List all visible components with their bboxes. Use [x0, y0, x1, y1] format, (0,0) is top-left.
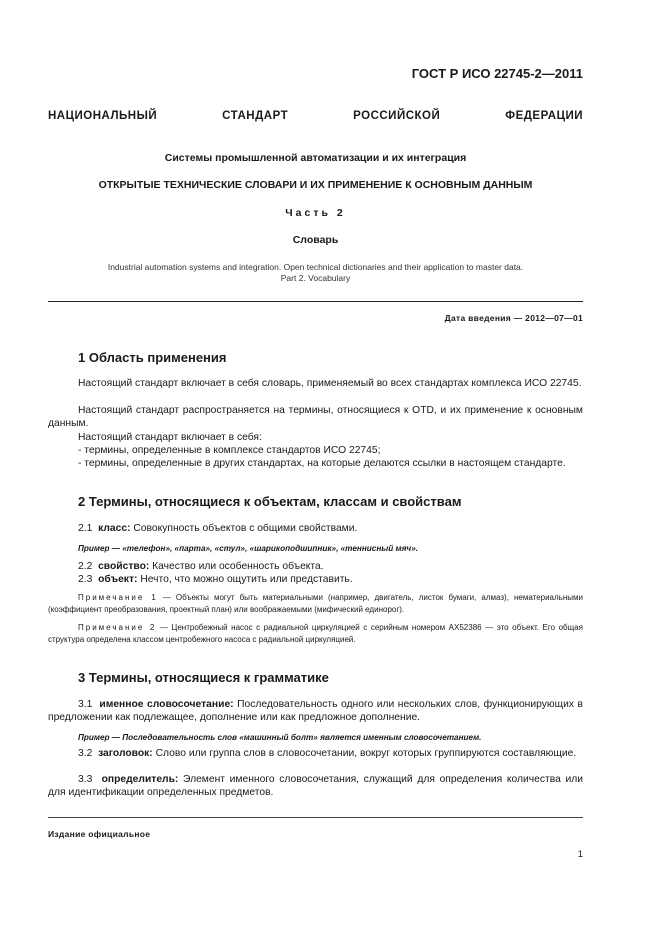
term-name: заголовок:	[98, 748, 153, 759]
part-title: Часть 2	[285, 207, 346, 219]
term-number: 3.3	[78, 774, 93, 785]
term-number: 3.2	[78, 748, 93, 759]
term-name: именное словосочетание:	[99, 699, 234, 710]
term-name: свойство:	[98, 561, 150, 572]
subtitle: Словарь	[292, 234, 339, 246]
title-divider	[48, 301, 583, 302]
s1-paragraph-3	[48, 431, 583, 444]
note-label: Примечание 2	[78, 623, 157, 632]
s1-paragraph-1	[48, 377, 583, 390]
term-definition: Совокупность объектов с общими свойствами.	[133, 523, 358, 534]
term-number: 2.2	[78, 561, 93, 572]
term-3-2	[48, 747, 583, 760]
s1-p2-text: Настоящий стандарт распространяется на термины, относящиеся к OTD, и их применение к основным данным.	[48, 405, 583, 430]
term-number: 3.1	[78, 699, 93, 710]
term-definition: Качество или особенность объекта.	[152, 561, 324, 572]
s1-list-item-2	[48, 457, 583, 470]
note-1	[48, 592, 583, 615]
footer-divider	[48, 817, 583, 818]
term-2-1	[48, 522, 583, 535]
s1-list-item-1	[48, 444, 583, 457]
s1-p1-text: Настоящий стандарт включает в себя словарь, применяемый во всех стандартах комплекса ИСО 22745.	[78, 378, 582, 389]
example-3-1: Пример — Последовательность слов «машинный болт» является именным словосочетанием.	[78, 733, 482, 742]
term-2-3	[48, 573, 583, 586]
term-definition: Последовательность одного или нескольких слов, функционирующих в предложении как подлежащее, дополнение или как предложное дополнение.	[48, 699, 583, 724]
term-number: 2.1	[78, 523, 93, 534]
example-2-1: Пример — «телефон», «парта», «стул», «шарикоподшипник», «теннисный мяч».	[78, 544, 419, 553]
note-text: — Центробежный насос с радиальной циркуляцией с серийным номером АХ52386 — это объект. Его общая структура определена классом центробежного насоса с радиальной циркуляцией.	[48, 623, 583, 644]
term-name: объект:	[98, 574, 138, 585]
note-text: — Объекты могут быть материальными (например, двигатель, листок бумаги, алмаз), нематериальными (коэффициент преобразования, проектный план) или воображаемыми (мифический единорог).	[48, 593, 583, 614]
note-label: Примечание 1	[78, 593, 158, 602]
term-3-1	[48, 698, 583, 724]
term-number: 2.3	[78, 574, 93, 585]
section-3-heading: 3 Термины, относящиеся к грамматике	[78, 670, 329, 685]
term-definition: Слово или группа слов в словосочетании, вокруг которых группируются составляющие.	[155, 748, 577, 759]
term-name: класс:	[98, 523, 131, 534]
english-title	[48, 262, 583, 284]
english-title-line2: Part 2. Vocabulary	[280, 273, 351, 283]
s1-li1-text: - термины, определенные в комплексе стандартов ИСО 22745;	[78, 445, 381, 456]
term-2-2	[48, 560, 583, 573]
series-title: Системы промышленной автоматизации и их интеграция	[164, 152, 467, 164]
main-title: ОТКРЫТЫЕ ТЕХНИЧЕСКИЕ СЛОВАРИ И ИХ ПРИМЕНЕНИЕ К ОСНОВНЫМ ДАННЫМ	[98, 179, 533, 191]
official-edition-label: Издание официальное	[48, 829, 151, 839]
section-2-heading: 2 Термины, относящиеся к объектам, классам и свойствам	[78, 494, 462, 509]
national-standard-banner: НАЦИОНАЛЬНЫЙ СТАНДАРТ РОССИЙСКОЙ ФЕДЕРАЦИИ	[48, 110, 583, 122]
term-definition: Нечто, что можно ощутить или представить.	[140, 574, 353, 585]
english-title-line1: Industrial automation systems and integration. Open technical dictionaries and their application to master data.	[107, 262, 524, 272]
section-1-heading: 1 Область применения	[78, 350, 227, 365]
page-number: 1	[577, 849, 583, 860]
term-name: определитель:	[101, 774, 179, 785]
standard-code: ГОСТ Р ИСО 22745-2—2011	[411, 66, 583, 81]
s1-paragraph-2	[48, 404, 583, 430]
s1-li2-text: - термины, определенные в других стандартах, на которые делаются ссылки в настоящем стандарте.	[78, 458, 566, 469]
note-2	[48, 622, 583, 645]
term-3-3	[48, 773, 583, 799]
s1-p3-text: Настоящий стандарт включает в себя:	[78, 432, 262, 443]
term-definition: Элемент именного словосочетания, служащий для определения количества или для идентификации определенных предметов.	[48, 774, 583, 799]
introduction-date: Дата введения — 2012—07—01	[444, 313, 583, 323]
